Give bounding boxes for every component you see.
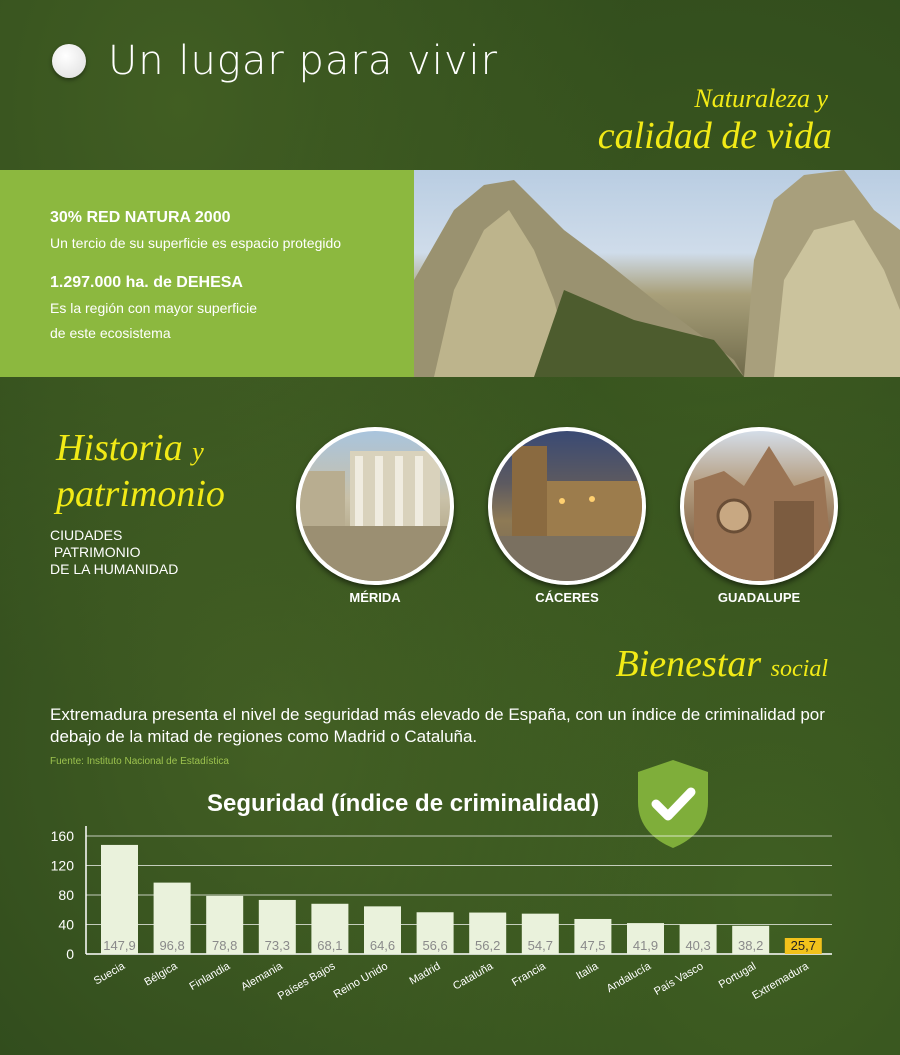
- bar-value-label: 73,3: [264, 938, 290, 953]
- category-label: Portugal: [716, 960, 759, 992]
- category-label: País Vasco: [652, 960, 706, 999]
- category-label: Alemania: [239, 960, 285, 994]
- chart-title: Seguridad (índice de criminalidad): [207, 790, 600, 817]
- white-dot-icon: [52, 44, 86, 78]
- label-line-3: DE LA HUMANIDAD: [50, 561, 179, 577]
- category-label: Cataluña: [451, 960, 496, 993]
- y-tick-label: 0: [66, 946, 74, 962]
- bar-value-label: 56,2: [475, 938, 501, 953]
- bar-value-label: 40,3: [685, 938, 711, 953]
- guadalupe-photo: [680, 427, 838, 585]
- bar-value-label: 41,9: [632, 938, 659, 953]
- header: [52, 38, 498, 84]
- bar-value-label: 96,8: [159, 938, 185, 953]
- caceres-photo: [488, 427, 646, 585]
- y-tick-label: 40: [58, 916, 74, 933]
- dehesa-stat-title: 1.297.000 ha. de DEHESA: [50, 274, 243, 291]
- bar-value-label: 25,7: [790, 938, 816, 953]
- category-label: Madrid: [407, 960, 443, 988]
- category-label: Bélgica: [142, 960, 180, 989]
- category-label: Extremadura: [750, 960, 811, 1003]
- dehesa-stat-text-2: de este ecosistema: [50, 325, 171, 341]
- category-label: Andalucía: [604, 960, 653, 996]
- naturaleza-heading-line1: Naturaleza y: [694, 84, 828, 113]
- city-label-guadalupe: GUADALUPE: [717, 590, 801, 605]
- historia-heading-y: y: [192, 437, 204, 466]
- historia-heading-word: Historia: [56, 427, 183, 469]
- bar-value-label: 47,5: [580, 938, 606, 953]
- bienestar-heading-small: social: [770, 656, 828, 682]
- ciudades-patrimonio-label: [50, 527, 178, 578]
- category-label: Reino Unido: [331, 960, 390, 1001]
- y-tick-label: 80: [58, 887, 74, 903]
- bar-value-label: 78,8: [212, 938, 238, 953]
- page-title: Un lugar para vivir: [108, 38, 499, 84]
- natura-stat-title: 30% RED NATURA 2000: [50, 209, 231, 226]
- naturaleza-heading-line2: calidad de vida: [597, 115, 832, 157]
- bar-value-label: 147,9: [103, 938, 136, 953]
- bar-value-label: 38,2: [738, 938, 764, 953]
- rock-landscape-photo: [414, 170, 900, 377]
- label-line-2: PATRIMONIO: [50, 544, 141, 560]
- natura-stat-text: Un tercio de su superficie es espacio protegido: [50, 235, 342, 251]
- city-label-caceres: CÁCERES: [535, 590, 599, 605]
- bar-value-label: 56,6: [422, 938, 448, 953]
- bar-value-label: 64,6: [369, 938, 396, 953]
- y-tick-label: 120: [50, 857, 74, 874]
- historia-heading: [56, 426, 204, 470]
- bar-value-label: 54,7: [527, 938, 553, 953]
- source-note: Fuente: Instituto Nacional de Estadística: [50, 756, 229, 767]
- bar-value-label: 68,1: [317, 938, 343, 953]
- merida-photo: [296, 427, 454, 585]
- patrimonio-heading: patrimonio: [56, 473, 225, 515]
- y-tick-label: 160: [50, 828, 74, 844]
- crime-index-chart: [0, 810, 900, 1055]
- label-line-1: CIUDADES: [50, 527, 123, 543]
- bienestar-heading-word: Bienestar: [615, 643, 762, 685]
- category-label: Francia: [510, 960, 548, 989]
- dehesa-stat-text-1: Es la región con mayor superficie: [50, 300, 257, 316]
- category-label: Finlandia: [187, 960, 233, 993]
- bienestar-heading: [616, 642, 828, 686]
- category-label: Suecia: [91, 960, 127, 988]
- category-label: Países Bajos: [275, 960, 338, 1003]
- category-label: Italia: [574, 960, 601, 983]
- city-label-merida: MÉRIDA: [349, 590, 401, 605]
- bienestar-paragraph: Extremadura presenta el nivel de seguridad más elevado de España, con un índice de criminalidad por debajo de la mitad de regiones como Madrid o Cataluña.: [50, 705, 825, 746]
